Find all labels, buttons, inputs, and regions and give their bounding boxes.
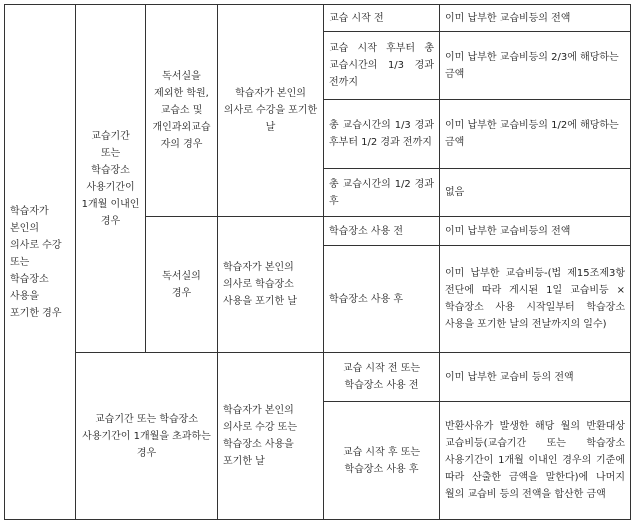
refund-amount-cell: 이미 납부한 교습비등-(법 제15조제3항 전단에 따라 게시된 1일 교습비등 × 학습장소 사용 시작일부터 학습장소 사용을 포기한 날의 전날까지의 일수)	[440, 246, 631, 353]
period-over-one-month-cell: 교습기간 또는 학습장소 사용기간이 1개월을 초과하는 경우	[76, 353, 218, 520]
refund-timing-cell: 학습장소 사용 후	[324, 246, 440, 353]
refund-timing-cell: 총 교습시간의 1/2 경과 후	[324, 169, 440, 217]
refund-basis-date-cell: 학습자가 본인의 의사로 학습장소 사용을 포기한 날	[218, 217, 324, 353]
refund-basis-date-cell: 학습자가 본인의 의사로 수강을 포기한 날	[218, 5, 324, 217]
refund-amount-cell: 반환사유가 발생한 해당 월의 반환대상 교습비등(교습기간 또는 학습장소 사용기간이 1개월 이내인 경우의 기준에 따라 산출한 금액을 말한다)에 나머지 월의 교습비 등의 전액을 합산한 금액	[440, 402, 631, 520]
refund-amount-cell: 이미 납부한 교습비등의 전액	[440, 217, 631, 246]
academy-tutor-category-cell: 독서실을 제외한 학원, 교습소 및 개인과외교습자의 경우	[146, 5, 218, 217]
reading-room-category-cell: 독서실의 경우	[146, 217, 218, 353]
table-row	[5, 353, 631, 402]
period-within-one-month-cell: 교습기간 또는 학습장소 사용기간이 1개월 이내인 경우	[76, 5, 146, 353]
refund-amount-cell: 이미 납부한 교습비 등의 전액	[440, 353, 631, 402]
refund-timing-cell: 총 교습시간의 1/3 경과 후부터 1/2 경과 전까지	[324, 100, 440, 169]
refund-amount-cell: 없음	[440, 169, 631, 217]
refund-amount-cell: 이미 납부한 교습비등의 2/3에 해당하는 금액	[440, 32, 631, 100]
table-row	[5, 5, 631, 32]
refund-amount-cell: 이미 납부한 교습비등의 전액	[440, 5, 631, 32]
refund-timing-cell: 학습장소 사용 전	[324, 217, 440, 246]
refund-timing-cell: 교습 시작 전 또는 학습장소 사용 전	[324, 353, 440, 402]
voluntary-withdrawal-cell: 학습자가 본인의 의사로 수강 또는 학습장소 사용을 포기한 경우	[5, 5, 76, 520]
refund-timing-cell: 교습 시작 후부터 총 교습시간의 1/3 경과 전까지	[324, 32, 440, 100]
refund-basis-date-cell: 학습자가 본인의 의사로 수강 또는 학습장소 사용을 포기한 날	[218, 353, 324, 520]
refund-timing-cell: 교습 시작 후 또는 학습장소 사용 후	[324, 402, 440, 520]
refund-amount-cell: 이미 납부한 교습비등의 1/2에 해당하는 금액	[440, 100, 631, 169]
refund-timing-cell: 교습 시작 전	[324, 5, 440, 32]
refund-table	[4, 4, 631, 520]
